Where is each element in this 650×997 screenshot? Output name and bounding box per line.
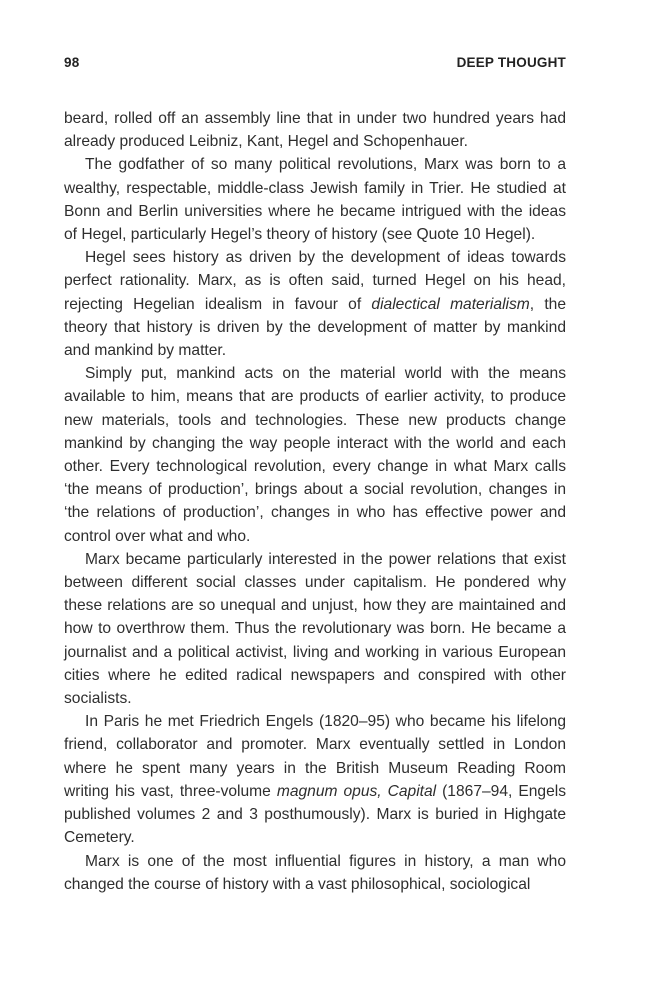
paragraph — [64, 362, 566, 548]
paragraph — [64, 246, 566, 362]
paragraph — [64, 850, 566, 896]
paragraph — [64, 107, 566, 153]
text-segment: Marx is one of the most influential figures in history, a man who changed the course of history with a vast philosophical, sociological — [64, 852, 566, 893]
running-title: DEEP THOUGHT — [456, 55, 566, 70]
paragraph — [64, 548, 566, 710]
paragraph — [64, 710, 566, 849]
text-segment: Hegel sees history as driven by the development of ideas towards perfect rationality. Marx, as is often said, turned Hegel on his head, rejecting Hegelian idealism in favour of — [64, 249, 566, 313]
text-segment: In Paris he met Friedrich Engels (1820–95) who became his lifelong friend, collaborator and promoter. Marx eventually settled in London where he spent many years in the British Museum Reading Room writing his vast, three-volume — [64, 713, 566, 800]
text-segment: The godfather of so many political revolutions, Marx was born to a wealthy, respectable, middle-class Jewish family in Trier. He studied at Bonn and Berlin universities where he became intrigued with the ideas of Hegel, particularly Hegel’s theory of history (see Quote 10 Hegel). — [64, 156, 566, 244]
running-head — [64, 55, 566, 75]
text-segment: Marx became particularly interested in the power relations that exist between different social classes under capitalism. He pondered why these relations are so unequal and unjust, how they are maintained and how to overthrow them. Thus the revolutionary was born. He became a journalist and a political activist, living and working in various European cities where he edited radical newspapers and conspired with other socialists. — [64, 550, 566, 708]
text-segment: (1867–94, Engels published volumes 2 and 3 posthumously). Marx is buried in Highgate Cemetery. — [64, 782, 566, 847]
body-text — [64, 107, 566, 896]
text-segment: Simply put, mankind acts on the material world with the means available to him, means that are products of earlier activity, to produce new materials, tools and technologies. These new products change mankind by changing the way people interact with the world and each other. Every technological revolution, every change in what Marx calls ‘the means of production’, brings about a social revolution, changes in ‘the relations of production’, changes in who has effective power and control over what and who. — [64, 365, 566, 545]
text-segment: beard, rolled off an assembly line that in under two hundred years had already produced Leibniz, Kant, Hegel and Schopenhauer. — [64, 110, 566, 151]
text-segment: , the theory that history is driven by the development of matter by mankind and mankind by matter. — [64, 295, 566, 360]
italic-text: magnum opus, Capital — [276, 782, 437, 800]
page-number: 98 — [64, 55, 80, 70]
paragraph — [64, 153, 566, 246]
italic-text: dialectical materialism — [371, 295, 530, 313]
